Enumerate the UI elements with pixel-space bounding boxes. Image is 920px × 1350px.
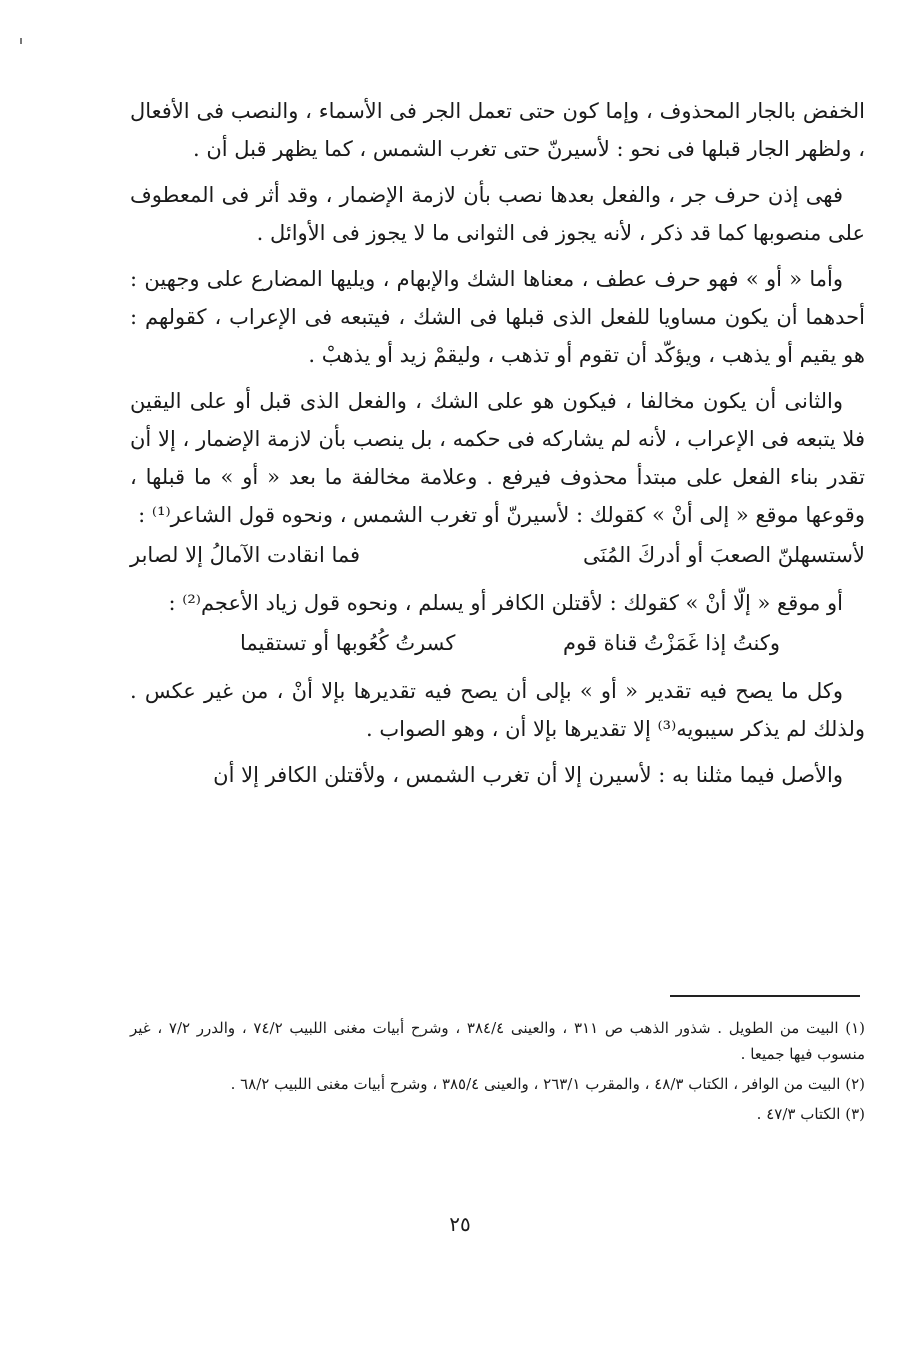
paragraph: فهى إذن حرف جر ، والفعل بعدها نصب بأن لازمة الإضمار ، وقد أثر فى المعطوف على منصوبها كما قد ذكر ، لأنه يجوز فى الثوانى ما لا يجوز فى الأوائل .	[130, 183, 865, 245]
verse-second-hemistich: كسرتُ كُعُوبها أو تستقيما	[240, 631, 456, 655]
page-number: ٢٥	[449, 1212, 471, 1236]
verse	[130, 624, 865, 662]
footnote: (٣) الكتاب ٤٧/٣ .	[756, 1105, 865, 1123]
paragraph: والأصل فيما مثلنا به : لأسيرن إلا أن تغرب الشمس ، ولأقتلن الكافر إلا أن	[213, 763, 843, 787]
paragraph: والثانى أن يكون مخالفا ، فيكون هو على الشك ، والفعل الذى قبل أو على اليقين فلا يتبعه فى الإعراب ، لأنه لم يشاركه فى حكمه ، بل ينصب بأن لازمة الإضمار ، إلا أن تقدر بناء الفعل على مبتدأ محذوف فيرفع . وعلامة مخالفة ما بعد « أو » ما قبلها ، وقوعها موقع « إلى أنْ » كقولك : لأسيرنّ أو تغرب الشمس ، ونحوه قول الشاعر⁽¹⁾ :	[130, 389, 865, 527]
paragraph: وكل ما يصح فيه تقدير « أو » بإلى أن يصح فيه تقديرها بإلا أنْ ، من غير عكس . ولذلك لم يذكر سيبويه⁽³⁾ إلا تقديرها بإلا أن ، وهو الصواب .	[130, 679, 865, 741]
footnote-separator	[670, 995, 860, 997]
paragraph: أو موقع « إلّا أنْ » كقولك : لأقتلن الكافر أو يسلم ، ونحوه قول زياد الأعجم⁽²⁾ :	[168, 591, 843, 615]
verse-first-hemistich: لأستسهلنّ الصعبَ أو أدركَ المُنَى	[583, 543, 865, 567]
verse-first-hemistich: وكنتُ إذا غَمَزْتُ قناة قوم	[563, 631, 780, 655]
footnote: (١) البيت من الطويل . شذور الذهب ص ٣١١ ، والعينى ٣٨٤/٤ ، وشرح أبيات مغنى اللبيب ٧٤/٢ ، والدرر ٧/٢ ، غير منسوب فيها جميعا .	[130, 1019, 865, 1063]
margin-mark	[20, 38, 22, 44]
footnote: (٢) البيت من الوافر ، الكتاب ٤٨/٣ ، والمقرب ٢٦٣/١ ، والعينى ٣٨٥/٤ ، وشرح أبيات مغنى اللبيب ٦٨/٢ .	[230, 1075, 865, 1093]
verse-second-hemistich: فما انقادت الآمالُ إلا لصابر	[130, 543, 361, 567]
footnotes	[130, 1015, 865, 1131]
paragraph: وأما « أو » فهو حرف عطف ، معناها الشك والإبهام ، ويليها المضارع على وجهين : أحدهما أن يكون مساويا للفعل الذى قبلها فى الشك ، فيتبعه فى الإعراب ، كقولهم : هو يقيم أو يذهب ، ويؤكّد أن تقوم أو تذهب ، وليقمْ زيد أو يذهبْ .	[130, 267, 866, 367]
verse	[130, 536, 865, 574]
main-text	[130, 92, 865, 802]
paragraph: الخفض بالجار المحذوف ، وإما كون حتى تعمل الجر فى الأسماء ، والنصب فى الأفعال ، ولظهر الجار قبلها فى نحو : لأسيرنّ حتى تغرب الشمس ، كما يظهر قبل أن .	[130, 99, 865, 161]
